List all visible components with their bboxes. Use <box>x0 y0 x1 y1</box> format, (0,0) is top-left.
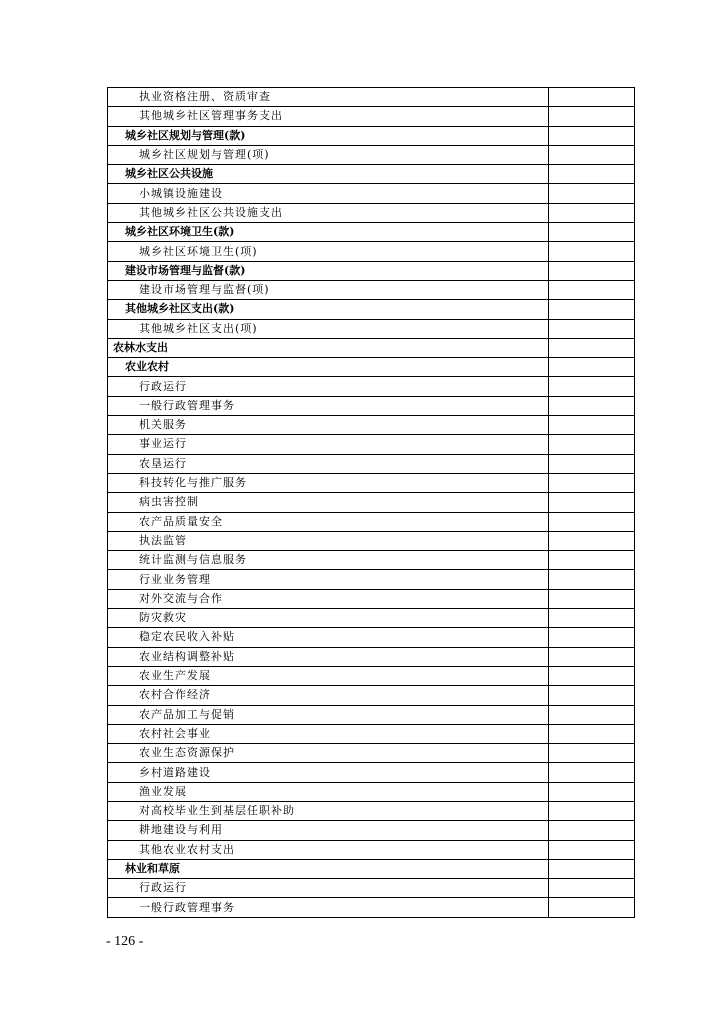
table-row <box>108 203 635 222</box>
row-label: 其他城乡社区支出(款) <box>108 300 549 319</box>
table-row <box>108 859 635 878</box>
row-label: 小城镇设施建设 <box>108 184 549 203</box>
table-row <box>108 898 635 917</box>
row-value <box>549 107 635 126</box>
row-label: 机关服务 <box>108 416 549 435</box>
row-value <box>549 705 635 724</box>
row-label: 农业农村 <box>108 358 549 377</box>
table-row <box>108 377 635 396</box>
table-row <box>108 107 635 126</box>
row-label: 农产品加工与促销 <box>108 705 549 724</box>
row-label: 防灾救灾 <box>108 609 549 628</box>
row-value <box>549 358 635 377</box>
row-label: 城乡社区公共设施 <box>108 165 549 184</box>
table-row <box>108 184 635 203</box>
row-value <box>549 801 635 820</box>
row-value <box>549 319 635 338</box>
table-row <box>108 705 635 724</box>
row-value <box>549 589 635 608</box>
row-label: 农村社会事业 <box>108 724 549 743</box>
table-row <box>108 763 635 782</box>
row-value <box>549 821 635 840</box>
row-label: 农村合作经济 <box>108 686 549 705</box>
row-label: 农业结构调整补贴 <box>108 647 549 666</box>
table-row <box>108 879 635 898</box>
table-row <box>108 531 635 550</box>
table-row <box>108 435 635 454</box>
row-value <box>549 203 635 222</box>
row-label: 统计监测与信息服务 <box>108 551 549 570</box>
row-label: 建设市场管理与监督(款) <box>108 261 549 280</box>
row-value <box>549 898 635 917</box>
row-label: 其他农业农村支出 <box>108 840 549 859</box>
row-label: 其他城乡社区支出(项) <box>108 319 549 338</box>
row-value <box>549 338 635 357</box>
row-label: 农业生态资源保护 <box>108 744 549 763</box>
row-label: 行业业务管理 <box>108 570 549 589</box>
table-row <box>108 628 635 647</box>
table-row <box>108 358 635 377</box>
table-row <box>108 686 635 705</box>
table-row <box>108 589 635 608</box>
row-value <box>549 396 635 415</box>
row-label: 城乡社区规划与管理(款) <box>108 126 549 145</box>
budget-table-body <box>108 88 635 918</box>
row-value <box>549 512 635 531</box>
table-row <box>108 666 635 685</box>
row-value <box>549 184 635 203</box>
table-row <box>108 473 635 492</box>
row-value <box>549 165 635 184</box>
row-label: 林业和草原 <box>108 859 549 878</box>
row-value <box>549 782 635 801</box>
row-label: 农垦运行 <box>108 454 549 473</box>
row-value <box>549 261 635 280</box>
row-label: 其他城乡社区管理事务支出 <box>108 107 549 126</box>
row-label: 执业资格注册、资质审查 <box>108 88 549 107</box>
row-value <box>549 435 635 454</box>
table-row <box>108 145 635 164</box>
row-label: 一般行政管理事务 <box>108 396 549 415</box>
table-row <box>108 647 635 666</box>
table-row <box>108 801 635 820</box>
row-label: 乡村道路建设 <box>108 763 549 782</box>
row-label: 对外交流与合作 <box>108 589 549 608</box>
table-row <box>108 126 635 145</box>
row-value <box>549 744 635 763</box>
table-row <box>108 319 635 338</box>
row-label: 建设市场管理与监督(项) <box>108 280 549 299</box>
row-label: 城乡社区环境卫生(款) <box>108 223 549 242</box>
row-value <box>549 280 635 299</box>
row-label: 执法监管 <box>108 531 549 550</box>
row-label: 其他城乡社区公共设施支出 <box>108 203 549 222</box>
table-row <box>108 609 635 628</box>
row-value <box>549 551 635 570</box>
table-row <box>108 242 635 261</box>
row-value <box>549 88 635 107</box>
table-row <box>108 840 635 859</box>
row-value <box>549 666 635 685</box>
page-number: - 126 - <box>106 934 144 949</box>
row-label: 一般行政管理事务 <box>108 898 549 917</box>
row-value <box>549 473 635 492</box>
table-row <box>108 300 635 319</box>
row-value <box>549 628 635 647</box>
table-row <box>108 744 635 763</box>
row-label: 对高校毕业生到基层任职补助 <box>108 801 549 820</box>
row-label: 城乡社区规划与管理(项) <box>108 145 549 164</box>
table-row <box>108 261 635 280</box>
row-label: 农产品质量安全 <box>108 512 549 531</box>
table-row <box>108 338 635 357</box>
row-value <box>549 609 635 628</box>
row-label: 事业运行 <box>108 435 549 454</box>
table-row <box>108 454 635 473</box>
row-value <box>549 223 635 242</box>
row-label: 农业生产发展 <box>108 666 549 685</box>
row-value <box>549 647 635 666</box>
row-value <box>549 763 635 782</box>
row-value <box>549 493 635 512</box>
row-value <box>549 570 635 589</box>
row-value <box>549 531 635 550</box>
table-row <box>108 165 635 184</box>
row-label: 城乡社区环境卫生(项) <box>108 242 549 261</box>
row-value <box>549 454 635 473</box>
row-label: 稳定农民收入补贴 <box>108 628 549 647</box>
table-row <box>108 493 635 512</box>
row-value <box>549 686 635 705</box>
row-label: 耕地建设与利用 <box>108 821 549 840</box>
row-value <box>549 840 635 859</box>
row-label: 病虫害控制 <box>108 493 549 512</box>
row-value <box>549 145 635 164</box>
row-value <box>549 859 635 878</box>
row-value <box>549 416 635 435</box>
table-row <box>108 280 635 299</box>
table-row <box>108 551 635 570</box>
table-row <box>108 416 635 435</box>
row-label: 行政运行 <box>108 879 549 898</box>
row-value <box>549 242 635 261</box>
table-row <box>108 821 635 840</box>
row-label: 科技转化与推广服务 <box>108 473 549 492</box>
table-row <box>108 724 635 743</box>
table-row <box>108 512 635 531</box>
table-row <box>108 223 635 242</box>
row-label: 农林水支出 <box>108 338 549 357</box>
row-value <box>549 879 635 898</box>
table-row <box>108 396 635 415</box>
row-label: 渔业发展 <box>108 782 549 801</box>
budget-table <box>107 87 635 918</box>
table-row <box>108 782 635 801</box>
row-value <box>549 300 635 319</box>
row-value <box>549 724 635 743</box>
row-value <box>549 377 635 396</box>
row-label: 行政运行 <box>108 377 549 396</box>
table-row <box>108 88 635 107</box>
table-row <box>108 570 635 589</box>
row-value <box>549 126 635 145</box>
